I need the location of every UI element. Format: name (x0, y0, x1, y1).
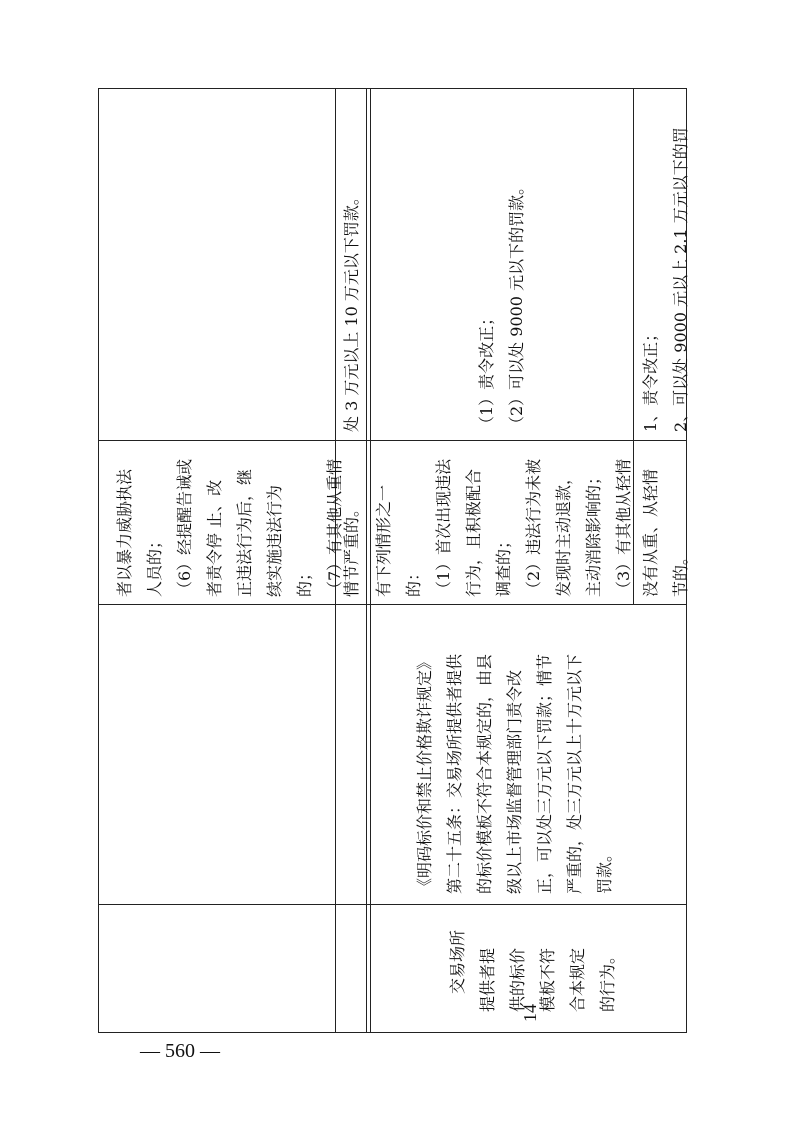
table-bottom-border (98, 1032, 687, 1033)
light-circumstance-line: 主动消除影响的； (584, 468, 603, 597)
general-penalty-line: 2、可以处 9000 元以上 2.1 万元以下的罚 (671, 127, 690, 432)
circumstance-line: 正违法行为后，继 (235, 468, 254, 597)
light-circumstance-line: （2）违法行为未被 (524, 458, 543, 597)
light-circumstance-line: 行为，且积极配合 (464, 468, 483, 597)
table-top-border (98, 88, 687, 89)
page-number: — 560 — (140, 1040, 220, 1062)
light-circumstance-line: （1）首次出现违法 (434, 458, 453, 597)
circumstance-line: 续实施违法行为 (265, 484, 284, 597)
general-penalty-line: 1、责令改正； (641, 325, 660, 432)
conduct-line: 的行为。 (598, 947, 617, 1012)
basis-line: 《明码标价和禁止价格欺诈规定》 (415, 653, 434, 894)
basis-line: 罚款。 (595, 845, 614, 894)
severe-penalty-cell (337, 189, 367, 432)
circumstance-column-divider (98, 440, 687, 441)
severe-circumstance: 情节严重的。 (342, 500, 361, 597)
light-circumstance-cell (369, 459, 639, 597)
light-circumstance-line: 调查的； (494, 532, 513, 597)
light-circumstance-line: 有下列情形之一 (374, 484, 393, 597)
legal-basis-cell (410, 654, 620, 894)
severe-circumstance-cell (337, 501, 367, 597)
circumstance-line: 的； (295, 564, 314, 597)
conduct-line: 供的标价 (508, 947, 527, 1012)
row-number: 14 (520, 1004, 540, 1022)
light-circumstance-line: 的： (404, 564, 423, 597)
general-circumstance-line: 没有从重、从轻情 (641, 468, 660, 597)
general-circumstance-line: 节的。 (671, 548, 690, 597)
conduct-cell (443, 930, 623, 1012)
circumstance-line: （7）有其他从重情 (325, 458, 344, 597)
general-penalty-cell (636, 127, 696, 432)
circumstance-line: 人员的； (145, 532, 164, 597)
table-left-border (98, 88, 99, 1033)
circumstance-line: 者责令停 止、改 (205, 479, 224, 597)
conduct-line: 交易场所 (448, 929, 467, 994)
conduct-line: 提供者提 (478, 947, 497, 1012)
penalty-column-divider (98, 904, 687, 905)
light-circumstance-line: 发现时主动退款， (554, 468, 573, 597)
basis-line: 严重的，处三万元以上十万元以下 (565, 653, 584, 894)
light-penalty-line: （2）可以处 9000 元以下的罚款。 (507, 178, 526, 432)
basis-line: 正，可以处三万元以下罚款；情节 (535, 653, 554, 894)
basis-line: 的标价模板不符合本规定的，由县 (475, 653, 494, 894)
general-circumstance-cell (636, 469, 696, 597)
conduct-line: 模板不符 (538, 947, 557, 1012)
light-penalty-line: （1）责令改正； (477, 309, 496, 432)
prev-circumstance-cell (110, 459, 350, 597)
basis-column-divider (98, 604, 687, 605)
light-penalty-cell (472, 179, 532, 432)
basis-line: 级以上市场监督管理部门责令改 (505, 669, 524, 894)
circumstance-line: 者以暴力威胁执法 (115, 468, 134, 597)
severe-penalty: 处 3 万元以上 10 万元以下罚款。 (342, 189, 361, 432)
light-circumstance-line: （3）有其他从轻情 (614, 458, 633, 597)
circumstance-line: （6）经提醒告诫或 (175, 458, 194, 597)
basis-line: 第二十五条：交易场所提供者提供 (445, 653, 464, 894)
conduct-line: 合本规定 (568, 947, 587, 1012)
